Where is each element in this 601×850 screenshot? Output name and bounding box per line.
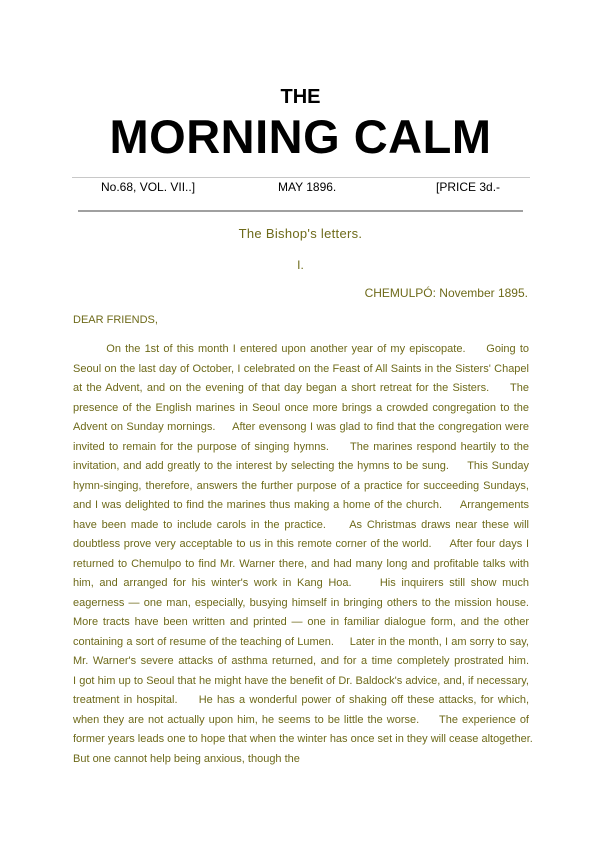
article-numeral: I. — [297, 258, 304, 272]
bottom-divider — [78, 210, 523, 212]
body-line: invited to remain for the purpose of singing hymns. The marines respond heartily to the — [73, 440, 529, 453]
body-line: doubtless prove very acceptable to us in this remote corner of the world. After four days I — [73, 538, 529, 550]
masthead-title: MORNING CALM — [109, 110, 492, 163]
masthead-the: THE — [280, 86, 321, 108]
body-line: invitation, and add greatly to the interest by selecting the hymns to be sung. This Sunday — [73, 460, 529, 472]
body-line: I got him up to Seoul that he might have the benefit of Dr. Baldock's advice, and, if necessary, — [73, 674, 529, 687]
body-line: have been made to include carols in the practice. As Christmas draws near these will — [73, 518, 529, 531]
article-dateline: CHEMULPÓ: November 1895. — [364, 286, 528, 300]
issue-date: MAY 1896. — [278, 180, 337, 194]
body-line: Seoul on the last day of October, I celebrated on the Feast of All Saints in the Sisters' Chapel — [73, 362, 529, 375]
body-line: him, and arranged for his winter's work in Kang Hoa. His inquirers still show much — [73, 577, 529, 589]
body-line: and I was delighted to find the marines thus making a home of the church. Arrangements — [73, 499, 529, 511]
body-line: But one cannot help being anxious, though the — [73, 752, 300, 765]
body-line: treatment in hospital. He has a wonderful power of shaking off these attacks, for which, — [73, 694, 529, 706]
body-line: More tracts have been written and printed — one in familiar dialogue form, and the other — [73, 616, 529, 628]
body-line: returned to Chemulpo to find Mr. Warner there, and had many long and profitable talks with — [73, 557, 529, 570]
top-divider — [72, 177, 530, 178]
article-body — [73, 340, 533, 769]
body-line: eagerness — one man, especially, busying himself in bringing others to the mission house. — [73, 596, 529, 609]
issue-info-row — [72, 180, 530, 198]
body-line: On the 1st of this month I entered upon another year of my episcopate. Going to — [73, 343, 529, 355]
body-line: when they are not actually upon him, he seems to be little the worse. The experience of — [73, 713, 529, 726]
body-line: Mr. Warner's severe attacks of asthma returned, and for a time completely prostrated him. — [73, 655, 529, 667]
issue-number: No.68, VOL. VII..] — [101, 180, 196, 194]
body-line: containing a sort of resume of the teaching of Lumen. Later in the month, I am sorry to say, — [73, 635, 529, 648]
article-salutation: DEAR FRIENDS, — [73, 314, 158, 326]
body-line: at the Advent, and on the evening of that day began a short retreat for the Sisters. The — [73, 382, 529, 394]
issue-price: [PRICE 3d.- — [436, 180, 501, 194]
article-heading: The Bishop's letters. — [238, 226, 363, 241]
body-line: former years leads one to hope that when the winter has once set in they will cease altogether. — [73, 733, 533, 745]
body-line: presence of the English marines in Seoul once more brings a crowded congregation to the — [73, 401, 529, 414]
body-line: hymn-singing, therefore, answers the further purpose of a practice for succeeding Sundays, — [73, 479, 529, 492]
body-line: Advent on Sunday mornings. After evensong I was glad to find that the congregation were — [73, 421, 529, 433]
